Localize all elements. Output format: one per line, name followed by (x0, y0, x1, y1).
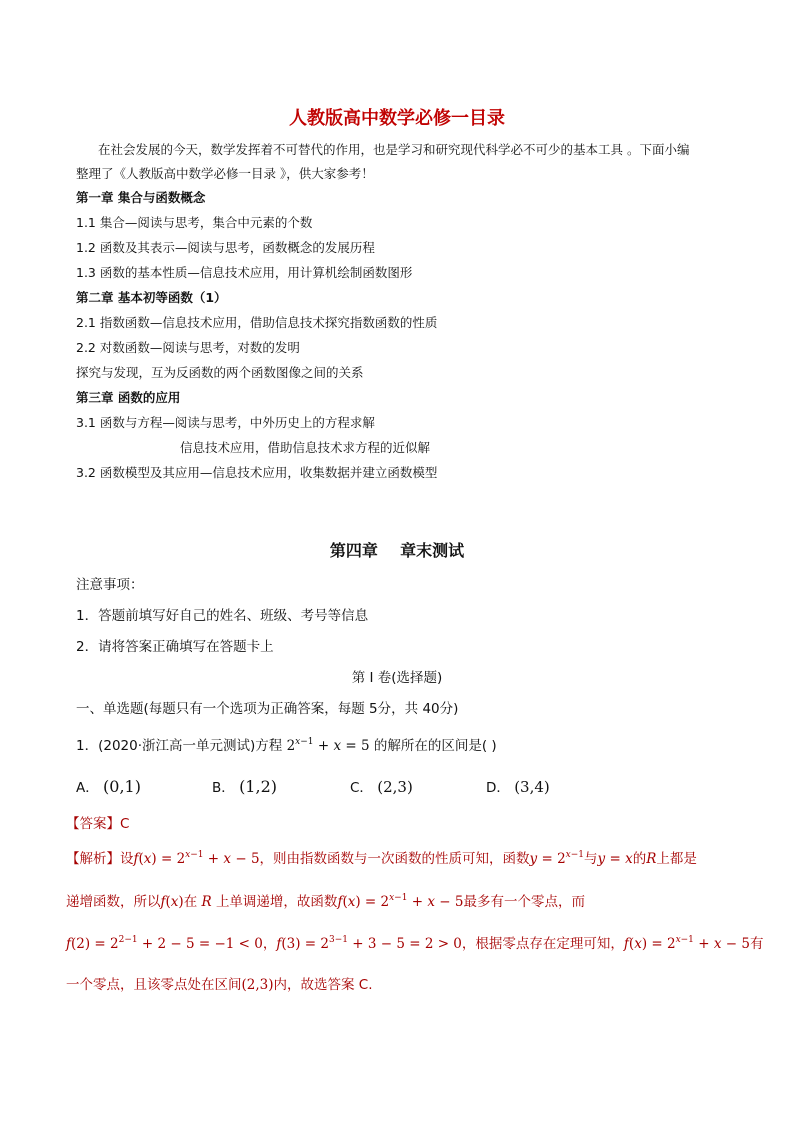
text: 上都是 (656, 851, 697, 867)
option-d[interactable] (486, 778, 550, 797)
option-c-label: C． (350, 780, 373, 796)
toc-chapter-2: 第二章 基本初等函数（1） (76, 290, 227, 305)
toc-item: 1.1 集合—阅读与思考，集合中元素的个数 (76, 215, 313, 230)
answer (66, 815, 129, 833)
formula: y = x (597, 851, 633, 867)
text: 上单调递增，故函数 (215, 894, 338, 910)
toc-item: 3.1 函数与方程—阅读与思考，中外历史上的方程求解 (76, 415, 375, 430)
analysis-tag: 【解析】 (66, 851, 120, 867)
option-b-label: B． (212, 780, 235, 796)
text: 与 (584, 851, 598, 867)
question-1-prefix: 1．(2020·浙江高一单元测试)方程 (76, 738, 283, 754)
analysis-line-2 (66, 893, 585, 911)
formula: $y = 2^{x-1}$ (529, 850, 585, 867)
text: 设 (120, 851, 134, 867)
option-a-label: A． (76, 780, 99, 796)
section-label: 一、单选题(每题只有一个选项为正确答案，每题 5分，共 40分) (76, 701, 459, 717)
toc-chapter-3: 第三章 函数的应用 (76, 390, 181, 405)
toc-item: 探究与发现，互为反函数的两个函数图像之间的关系 (76, 365, 364, 380)
text: 在 (183, 894, 198, 910)
formula: $f(3) = 2^{3-1} + 3 - 5 = 2 > 0$ (276, 935, 462, 952)
test-heading: 第四章 章末测试 (329, 541, 465, 560)
notice-2: 2．请将答案正确填写在答题卡上 (76, 639, 274, 655)
equation: $2^{x-1} + x = 5$ (286, 737, 370, 754)
toc-item: 1.2 函数及其表示—阅读与思考，函数概念的发展历程 (76, 240, 375, 255)
answer-tag: 【答案】 (66, 816, 120, 832)
option-a-value: (0,1) (103, 777, 141, 796)
formula: $f(x) = 2^{x-1} + x - 5$ (133, 850, 260, 867)
option-a[interactable] (76, 778, 141, 797)
text: 最多有一个零点，而 (463, 894, 585, 910)
formula: (2,3) (241, 977, 274, 993)
toc-item: 2.2 对数函数—阅读与思考，对数的发明 (76, 340, 300, 355)
notice-1: 1．答题前填写好自己的姓名、班级、考号等信息 (76, 608, 369, 624)
toc-chapter-1: 第一章 集合与函数概念 (76, 190, 206, 205)
toc-item: 1.3 函数的基本性质—信息技术应用，用计算机绘制函数图形 (76, 265, 413, 280)
formula: R (197, 894, 216, 910)
formula: f(x) (160, 894, 184, 910)
volume-label: 第 I 卷(选择题) (351, 670, 443, 686)
toc-item: 信息技术应用，借助信息技术求方程的近似解 (180, 440, 431, 455)
analysis-line-1 (66, 850, 697, 868)
formula: $f(2) = 2^{2-1} + 2 - 5 = -1 < 0$ (66, 935, 263, 952)
text: 递增函数，所以 (66, 894, 161, 910)
question-1 (76, 737, 497, 755)
question-1-suffix: 的解所在的区间是( ) (373, 738, 497, 754)
formula: R (646, 851, 657, 867)
option-d-label: D． (486, 780, 510, 796)
answer-value: C (120, 816, 130, 832)
notice-label: 注意事项： (76, 577, 144, 593)
page-title: 人教版高中数学必修一目录 (289, 108, 505, 129)
formula: $f(x) = 2^{x-1} + x - 5$ (337, 893, 464, 910)
toc-item: 2.1 指数函数—信息技术应用，借助信息技术探究指数函数的性质 (76, 315, 438, 330)
text: ，则由指数函数与一次函数的性质可知，函数 (259, 851, 530, 867)
option-c-value: (2,3) (377, 778, 413, 796)
analysis-line-3 (66, 935, 763, 953)
option-d-value: (3,4) (514, 778, 550, 796)
text: 的 (632, 851, 647, 867)
text: ， (262, 936, 277, 952)
text: ，根据零点存在定理可知， (461, 936, 624, 952)
text: 一个零点，且该零点处在区间 (66, 977, 242, 993)
intro-line-2: 整理了《人教版高中数学必修一目录 》，供大家参考！ (76, 166, 374, 181)
intro-line-1: 在社会发展的今天，数学发挥着不可替代的作用，也是学习和研究现代科学必不可少的基本工具 。下面小编 (98, 142, 690, 157)
formula: $f(x) = 2^{x-1} + x - 5$ (623, 935, 750, 952)
option-b[interactable] (212, 778, 277, 797)
toc-item: 3.2 函数模型及其应用—信息技术应用，收集数据并建立函数模型 (76, 465, 438, 480)
option-b-value: (1,2) (239, 777, 277, 796)
option-c[interactable] (350, 778, 413, 797)
text: 内，故选答案 C. (273, 977, 373, 993)
text: 有 (749, 936, 764, 952)
analysis-line-4 (66, 976, 373, 994)
